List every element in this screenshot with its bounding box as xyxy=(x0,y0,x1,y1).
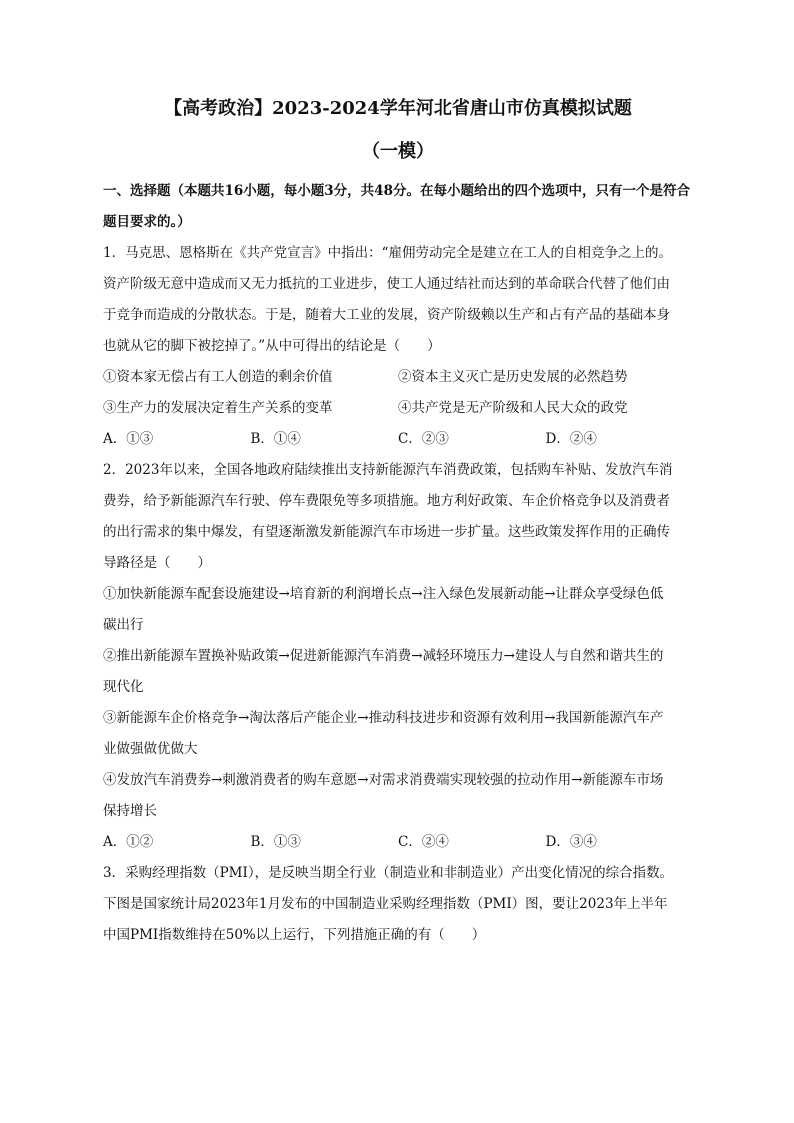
question-1-options xyxy=(103,424,693,455)
question-2-stem-line-4: 导路径是（ ） xyxy=(103,555,211,571)
question-2-options xyxy=(103,827,693,858)
question-1-option-b: B．①④ xyxy=(250,431,301,447)
question-1-statement-2: ②资本主义灭亡是历史发展的必然趋势 xyxy=(398,369,628,385)
question-1-stem-line-4: 也就从它的脚下被挖掉了。”从中可得出的结论是（ ） xyxy=(103,338,441,354)
document-title: 【高考政治】2023-2024学年河北省唐山市仿真模拟试题 xyxy=(164,98,632,119)
question-1 xyxy=(103,238,693,455)
question-1-stem-line-3: 于竞争而造成的分散状态。于是，随着大工业的发展，资产阶级赖以生产和占有产品的基础本身 xyxy=(103,307,670,323)
question-2-stem-line-1: 2．2023年以来，全国各地政府陆续推出支持新能源汽车消费政策，包括购车补贴、发放汽车消 xyxy=(103,462,673,478)
question-2-statement-4-line-2: 保持增长 xyxy=(103,803,157,819)
question-1-option-c: C．②③ xyxy=(398,431,449,447)
section-heading: 一、选择题（本题共16小题，每小题3分，共48分。在每小题给出的四个选项中，只有一个是符合题目要求的。） xyxy=(103,183,690,230)
question-1-stem-line-2: 资产阶级无意中造成而又无力抵抗的工业进步，使工人通过结社而达到的革命联合代替了他们由 xyxy=(103,276,670,292)
question-1-statement-1: ①资本家无偿占有工人创造的剩余价值 xyxy=(103,369,333,385)
question-1-option-a: A．①③ xyxy=(103,431,154,447)
question-1-stem-line-1: 1．马克思、恩格斯在《共产党宣言》中指出：“雇佣劳动完全是建立在工人的自相竞争之上的。 xyxy=(103,245,672,261)
question-2-option-a: A．①② xyxy=(103,834,154,850)
question-2-statement-1-line-1: ①加快新能源车配套设施建设→培育新的利润增长点→注入绿色发展新动能→让群众享受绿色低 xyxy=(103,586,664,602)
question-2-stem-line-3: 的出行需求的集中爆发，有望逐渐激发新能源汽车市场进一步扩量。这些政策发挥作用的正确传 xyxy=(103,524,670,540)
question-3-stem-line-3: 中国PMI指数维持在50%以上运行，下列措施正确的有（ ） xyxy=(103,927,486,943)
question-1-statement-row-2 xyxy=(103,393,693,424)
question-3-stem-line-2: 下图是国家统计局2023年1月发布的中国制造业采购经理指数（PMI）图，要让2023年上半年 xyxy=(103,896,668,912)
question-2-option-c: C．②④ xyxy=(398,834,449,850)
question-1-statement-3: ③生产力的发展决定着生产关系的变革 xyxy=(103,400,333,416)
question-2-stem-line-2: 费券，给予新能源汽车行驶、停车费限免等多项措施。地方利好政策、车企价格竞争以及消费者 xyxy=(103,493,670,509)
question-3-stem-line-1: 3．采购经理指数（PMI），是反映当期全行业（制造业和非制造业）产出变化情况的综合指数。 xyxy=(103,865,674,881)
question-2-statement-4-line-1: ④发放汽车消费券→刺激消费者的购车意愿→对需求消费端实现较强的拉动作用→新能源车市场 xyxy=(103,772,664,788)
question-1-option-d: D．②④ xyxy=(545,431,597,447)
document-subtitle: （一模） xyxy=(362,141,434,162)
question-2-option-d: D．③④ xyxy=(545,834,597,850)
question-2 xyxy=(103,455,693,858)
question-2-statement-2-line-2: 现代化 xyxy=(103,679,144,695)
question-1-statement-row-1 xyxy=(103,362,693,393)
question-3 xyxy=(103,858,693,951)
question-2-statement-1-line-2: 碳出行 xyxy=(103,617,144,633)
question-2-option-b: B．①③ xyxy=(250,834,301,850)
question-2-statement-2-line-1: ②推出新能源车置换补贴政策→促进新能源汽车消费→减轻环境压力→建设人与自然和谐共生的 xyxy=(103,648,664,664)
question-2-statement-3-line-2: 业做强做优做大 xyxy=(103,741,198,757)
question-1-statement-4: ④共产党是无产阶级和人民大众的政党 xyxy=(398,400,628,416)
page-content xyxy=(103,96,693,951)
question-2-statement-3-line-1: ③新能源车企价格竞争→淘汰落后产能企业→推动科技进步和资源有效利用→我国新能源汽车产 xyxy=(103,710,664,726)
